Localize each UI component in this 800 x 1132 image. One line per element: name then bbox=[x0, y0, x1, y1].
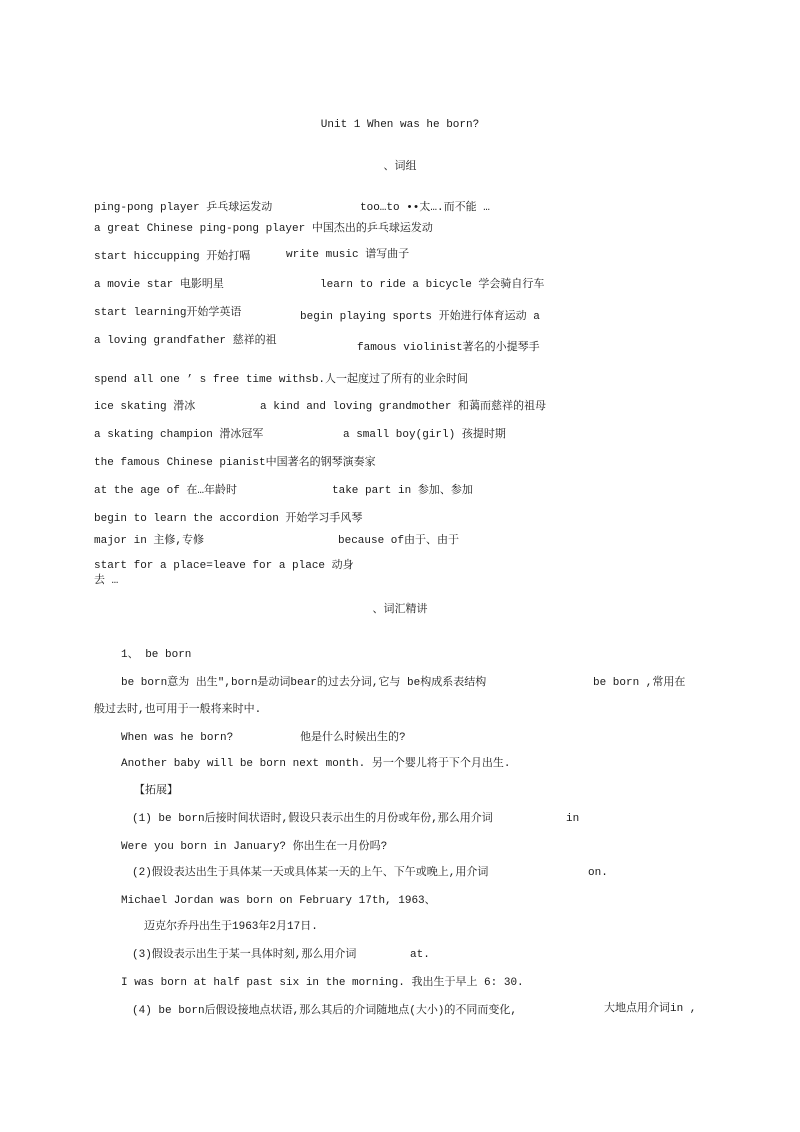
phrase-item: 去 … bbox=[94, 575, 119, 587]
phrase-item: take part in 参加、参加 bbox=[332, 485, 473, 497]
phrase-item: write music 谱写曲子 bbox=[286, 249, 410, 261]
phrase-item: too…to ••太….而不能 … bbox=[360, 202, 490, 214]
rule-line: (1) be born后接时间状语时,假设只表示出生的月份或年份,那么用介词 bbox=[132, 813, 493, 825]
phrase-item: ping-pong player 乒乓球运发动 bbox=[94, 202, 273, 214]
phrase-item: major in 主修,专修 bbox=[94, 535, 205, 547]
phrase-item: begin to learn the accordion 开始学习手风琴 bbox=[94, 513, 363, 525]
phrase-item: the famous Chinese pianist中国著名的钢琴演奏家 bbox=[94, 457, 376, 469]
phrase-item: a movie star 电影明星 bbox=[94, 279, 224, 291]
vocab-item-heading: 1、 be born bbox=[121, 649, 192, 661]
extension-heading: 【拓展】 bbox=[134, 785, 178, 797]
phrase-item: learn to ride a bicycle 学会骑自行车 bbox=[320, 279, 545, 291]
phrase-item: because of由于、由于 bbox=[338, 535, 460, 547]
example-sentence: I was born at half past six in the morning. 我出生于早上 6: 30. bbox=[121, 977, 524, 989]
phrase-item: a great Chinese ping-pong player 中国杰出的乒乓球运发动 bbox=[94, 223, 433, 235]
example-translation: 迈克尔乔丹出生于1963年2月17日. bbox=[144, 921, 318, 933]
example-sentence: Were you born in January? 你出生在一月份吗? bbox=[121, 841, 388, 853]
example-sentence: Another baby will be born next month. 另一个婴儿将于下个月出生. bbox=[121, 758, 511, 770]
rule-line: (4) be born后假设接地点状语,那么其后的介词随地点(大小)的不同而变化, bbox=[132, 1005, 518, 1017]
phrase-item: ice skating 滑冰 bbox=[94, 401, 196, 413]
phrase-item: at the age of 在…年龄时 bbox=[94, 485, 238, 497]
example-translation: 他是什么时候出生的? bbox=[300, 732, 406, 744]
rule-line: 大地点用介词in , bbox=[604, 1003, 697, 1015]
rule-line: in bbox=[566, 813, 580, 825]
page-title: Unit 1 When was he born? bbox=[320, 119, 480, 131]
example-sentence: Michael Jordan was born on February 17th, 1963、 bbox=[121, 895, 436, 907]
phrase-item: a skating champion 滑冰冠军 bbox=[94, 429, 264, 441]
phrase-item: start for a place=leave for a place 动身 bbox=[94, 560, 354, 572]
rule-line: at. bbox=[410, 949, 430, 961]
rule-line: on. bbox=[588, 867, 608, 879]
phrase-item: a small boy(girl) 孩提时期 bbox=[343, 429, 506, 441]
phrase-item: start learning开始学英语 bbox=[94, 307, 242, 319]
section-heading-phrases: 、词组 bbox=[383, 159, 417, 172]
rule-line: (3)假设表示出生于某一具体时刻,那么用介词 bbox=[132, 949, 357, 961]
paragraph-line: be born意为 出生",born是动词bear的过去分词,它与 be构成系表结构 bbox=[121, 677, 487, 689]
phrase-item: start hiccupping 开始打嗝 bbox=[94, 251, 251, 263]
phrase-item: a loving grandfather 慈祥的祖 bbox=[94, 335, 277, 347]
phrase-item: begin playing sports 开始进行体育运动 a bbox=[300, 311, 540, 323]
paragraph-line: 般过去时,也可用于一般将来时中. bbox=[94, 704, 262, 716]
section-heading-vocabulary: 、词汇精讲 bbox=[372, 602, 428, 615]
rule-line: (2)假设表达出生于具体某一天或具体某一天的上午、下午或晚上,用介词 bbox=[132, 867, 489, 879]
phrase-item: a kind and loving grandmother 和蔼而慈祥的祖母 bbox=[260, 401, 547, 413]
paragraph-line: be born ,常用在 bbox=[593, 677, 686, 689]
phrase-item: spend all one ’ s free time withsb.人一起度过了所有的业余时间 bbox=[94, 374, 469, 386]
example-sentence: When was he born? bbox=[121, 732, 234, 744]
phrase-item: famous violinist著名的小提琴手 bbox=[357, 342, 540, 354]
